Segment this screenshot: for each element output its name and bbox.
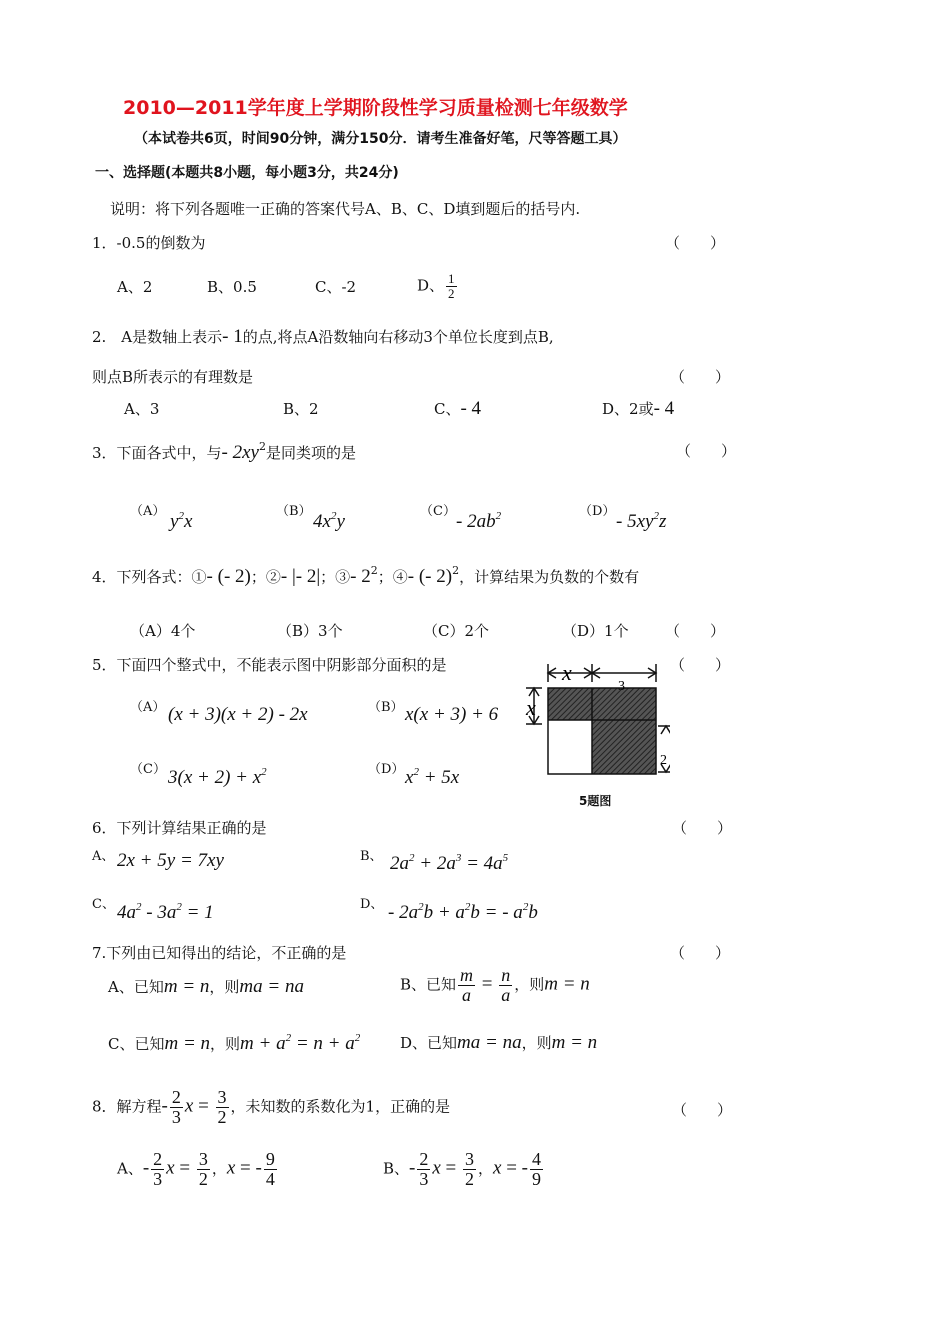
q2-option-c (434, 398, 481, 420)
q7-option-d (400, 1032, 597, 1054)
q2-answer-box[interactable]: （ ） (670, 368, 731, 386)
q4-stem-a: 4．下列各式：① (92, 568, 207, 586)
expr-part: - 5xy (616, 511, 654, 532)
q5-option-d-label: （D） (368, 762, 405, 777)
fig-label-x-left: x (526, 695, 536, 720)
q5-figure (520, 660, 670, 785)
fraction-denominator: a (462, 985, 472, 1005)
q1-option-d (417, 272, 459, 301)
exponent: 2 (413, 766, 419, 778)
exponent: 2 (495, 510, 502, 522)
fraction-denominator: 2 (448, 286, 455, 301)
q3-option-d-label: （D） (579, 504, 616, 519)
q2-stem-a: 2. A是数轴上表示 (92, 328, 223, 346)
expr-part: x (183, 511, 193, 532)
q8-stem: 8．解方程- $\frac{2}{3}$ x = $\frac{3}{2}$ ，未知数的系数化为1，正确的是 (92, 1087, 451, 1127)
q5-option-d-expr (405, 766, 459, 789)
q4-answer-box[interactable]: （ ） (665, 622, 726, 640)
q7-then: ，则 (210, 1035, 241, 1053)
q5-stem: 5．下面四个整式中，不能表示图中阴影部分面积的是 (92, 656, 447, 674)
q5-option-c-label: （C） (130, 762, 166, 777)
q8-option-a: A、- $\frac{2}{3}$ x = $\frac{3}{2}$ ，x = - $\frac{9}{4}$ (117, 1149, 275, 1189)
exponent: 2 (330, 510, 337, 522)
q8-option-b: B、- $\frac{2}{3}$ x = $\frac{3}{2}$ ，x = - $\frac{4}{9}$ (383, 1149, 542, 1189)
expr-part: - 2a (388, 902, 419, 923)
q7-option-c-label: C、已知 (108, 1035, 165, 1053)
q7-option-d-label: D、已知 (400, 1034, 458, 1052)
q8-stem-b: ，未知数的系数化为1，正确的是 (230, 1097, 451, 1116)
expr-part: y (336, 511, 345, 532)
q1-stem: 1．-0.5的倒数为 (92, 234, 206, 252)
q4-sep: ；④ (377, 568, 408, 586)
q5-figure-caption: 5题图 (579, 794, 612, 808)
q3-stem-a: 3．下面各式中，与 (92, 444, 222, 462)
q7-d-result: m = n (551, 1032, 598, 1053)
q6-option-d-label: D、 (360, 897, 384, 912)
q1-option-d-fraction (446, 272, 457, 301)
q2-option-d-value: - 4 (653, 398, 675, 419)
q7-then: ，则 (514, 975, 545, 994)
q2-stem-line2: 则点B所表示的有理数是 (92, 368, 254, 386)
q4-expr-4: - (- 2) (407, 566, 453, 587)
q8-option-b-label: B、 (383, 1159, 410, 1178)
q4-option-c: （C）2个 (423, 622, 490, 640)
q2-option-d (602, 398, 674, 420)
expr-part: - 2ab (456, 511, 496, 532)
expr-part: 2a (390, 853, 409, 874)
q3-option-a-expr (170, 510, 192, 533)
expr-part: 4a (117, 902, 136, 923)
q1-answer-box[interactable]: （ ） (665, 234, 726, 252)
exponent: 2 (452, 564, 460, 577)
q8-option-a-label: A、 (117, 1159, 143, 1178)
q7-option-a-label: A、已知 (108, 978, 164, 996)
fraction-numerator: n (501, 965, 511, 985)
q3-option-d-expr (616, 510, 666, 533)
exponent: 2 (178, 510, 184, 522)
q3-option-c-label: （C） (420, 504, 456, 519)
q1-option-b: B、0.5 (207, 278, 257, 296)
q1-option-d-label: D、 (417, 276, 445, 295)
q4-option-a: （A）4个 (130, 622, 196, 640)
q7-then: ，则 (209, 978, 240, 996)
q4-sep: ；② (250, 568, 281, 586)
q5-option-a-label: （A） (130, 700, 166, 715)
q5-option-c-expr (168, 766, 267, 789)
q5-option-b-label: （B） (368, 700, 404, 715)
q1-option-c: C、-2 (315, 278, 357, 296)
q7-c-result: $m + a^2 = n + a^2$ (240, 1032, 361, 1054)
page-title: 2010—2011学年度上学期阶段性学习质量检测七年级数学 (123, 97, 628, 119)
exponent: 2 (261, 766, 267, 778)
q5-option-b-expr: x(x + 3) + 6 (405, 704, 499, 725)
q4-expr-1: - (- 2) (206, 566, 251, 587)
q7-then: ，则 (521, 1034, 552, 1052)
exponent: 2 (136, 901, 142, 913)
q3-answer-box[interactable]: （ ） (676, 442, 737, 460)
q2-option-b: B、2 (283, 400, 319, 418)
exponent: 2 (370, 564, 378, 577)
exponent: 2 (418, 901, 424, 913)
q6-option-a-expr: 2x + 5y = 7xy (117, 850, 224, 871)
fig-label-x-top: x (562, 660, 572, 685)
section-instruction: 说明：将下列各题唯一正确的答案代号A、B、C、D填到题后的括号内. (110, 200, 581, 218)
q7-a-result: ma = na (239, 976, 304, 997)
q3-stem-b: 是同类项的是 (266, 444, 357, 462)
q4-option-b: （B）3个 (277, 622, 343, 640)
q2-option-c-value: - 4 (460, 398, 482, 419)
q7-option-b: B、已知 $\frac{m}{a}$ = $\frac{n}{a}$ ，则m = n (400, 965, 590, 1005)
q6-option-a-label: A、 (92, 849, 115, 864)
q8-frac-3-2: $\frac{3}{2}$ (217, 1087, 227, 1127)
q5-answer-box[interactable]: （ ） (670, 656, 731, 674)
q7-stem: 7.下列由已知得出的结论，不正确的是 (92, 944, 347, 962)
q6-option-d-expr: - $2a^2b + a^2b$ = - $a^2b$ (388, 901, 538, 923)
q2-option-d-label: D、2或 (602, 400, 654, 418)
q3-stem-expr: - 2xy (221, 442, 259, 463)
q4-expr-2: - |- 2| (280, 566, 321, 587)
q6-option-b-label: B、 (360, 849, 383, 864)
q3-stem (92, 440, 356, 464)
q2-stem-b: 的点,将点A沿数轴向右移动3个单位长度到点B, (242, 328, 554, 346)
q7-answer-box[interactable]: （ ） (670, 944, 731, 962)
page-subtitle: （本试卷共6页，时间90分钟，满分150分．请考生准备好笔，尺等答题工具） (134, 131, 627, 147)
expr-part: x (405, 767, 414, 788)
q6-option-c-label: C、 (92, 897, 115, 912)
q7-b-frac-n (499, 966, 512, 1005)
fraction-numerator: 1 (448, 271, 455, 286)
expr-part: z (658, 511, 667, 532)
q7-option-a (108, 976, 304, 998)
q7-d-given: ma = na (457, 1032, 522, 1053)
expr-part: + 5x (418, 767, 460, 788)
q7-option-b-label: B、已知 (400, 975, 457, 994)
q7-c-given: m = n (164, 1033, 211, 1054)
q1-option-a: A、2 (117, 278, 153, 296)
q3-option-c-expr (456, 510, 501, 533)
q2-stem (92, 326, 554, 348)
q2-option-c-label: C、 (434, 400, 461, 418)
q6-option-c-expr: $4a^2 - 3a^2 = 1$ (117, 901, 214, 923)
q4-expr-3: - 2 (350, 566, 371, 587)
q3-option-a-label: （A） (130, 504, 166, 519)
q7-b-frac-m (458, 966, 475, 1005)
exponent: 2 (409, 852, 415, 864)
q4-option-d: （D）1个 (562, 622, 629, 640)
q4-stem-tail: ，计算结果为负数的个数有 (459, 568, 640, 586)
q5-option-a-expr: (x + 3)(x + 2) - 2x (168, 704, 308, 725)
q7-b-result: m = n (544, 973, 590, 995)
exponent: 2 (259, 440, 266, 453)
q3-option-b-expr (313, 510, 345, 533)
q8-stem-a: 8．解方程 (92, 1097, 162, 1116)
q6-answer-box[interactable]: （ ） (672, 819, 733, 837)
expr-part: 4x (313, 511, 331, 532)
q6-option-b-expr: $2a^2 + 2a^3 = 4a^5$ (390, 852, 509, 874)
expr-part: 3(x + 2) + x (168, 767, 262, 788)
q8-frac-2-3: $\frac{2}{3}$ (171, 1087, 181, 1127)
q3-option-b-label: （B） (276, 504, 312, 519)
fraction-denominator: a (501, 985, 511, 1005)
q4-sep: ；③ (320, 568, 351, 586)
expr-part: y (170, 511, 179, 532)
q8-answer-box[interactable]: （ ） (672, 1101, 733, 1119)
q2-option-a: A、3 (124, 400, 160, 418)
fig-label-3-top: 3 (618, 679, 625, 694)
fig-label-2-right: 2 (660, 753, 667, 768)
fraction-numerator: m (460, 965, 474, 985)
q4-stem (92, 564, 639, 588)
q7-a-given: m = n (163, 976, 210, 997)
q2-stem-value: - 1 (222, 326, 243, 347)
exponent: 2 (653, 510, 659, 522)
q7-option-c (108, 1032, 360, 1055)
section-heading: 一、选择题(本题共8小题，每小题3分，共24分) (95, 165, 399, 181)
q6-stem: 6．下列计算结果正确的是 (92, 819, 267, 837)
